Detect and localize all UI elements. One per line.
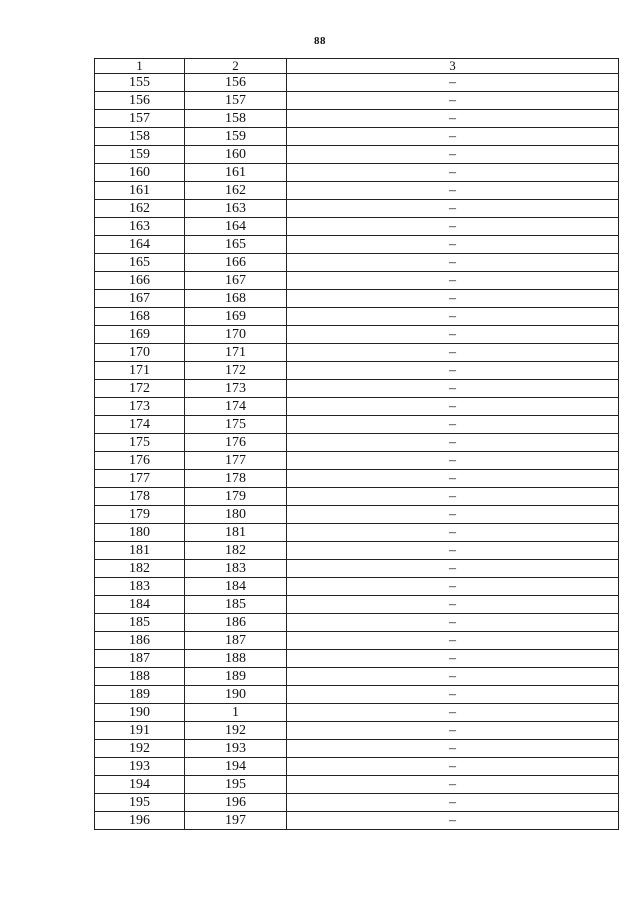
table-cell: – xyxy=(287,758,619,776)
table-row xyxy=(95,74,619,92)
table-cell: – xyxy=(287,92,619,110)
table-cell: – xyxy=(287,794,619,812)
table-cell: – xyxy=(287,110,619,128)
table-cell: 174 xyxy=(95,416,185,434)
table-row xyxy=(95,758,619,776)
table-row xyxy=(95,146,619,164)
table-cell: 188 xyxy=(95,668,185,686)
table-cell: – xyxy=(287,272,619,290)
table-cell: 180 xyxy=(95,524,185,542)
table-cell: 196 xyxy=(185,794,287,812)
table-cell: – xyxy=(287,452,619,470)
table-cell: 177 xyxy=(185,452,287,470)
table-cell: 187 xyxy=(95,650,185,668)
table-row xyxy=(95,272,619,290)
table-row xyxy=(95,110,619,128)
table-cell: 163 xyxy=(95,218,185,236)
table-cell: – xyxy=(287,326,619,344)
table-cell: 172 xyxy=(185,362,287,380)
table-cell: 164 xyxy=(185,218,287,236)
table-cell: – xyxy=(287,722,619,740)
table-cell: 167 xyxy=(95,290,185,308)
table-cell: 174 xyxy=(185,398,287,416)
table-cell: – xyxy=(287,416,619,434)
table-cell: 166 xyxy=(95,272,185,290)
table-cell: 178 xyxy=(95,488,185,506)
table-cell: 183 xyxy=(95,578,185,596)
table-cell: 181 xyxy=(95,542,185,560)
table-row xyxy=(95,506,619,524)
table-row xyxy=(95,200,619,218)
table-cell: – xyxy=(287,470,619,488)
table-cell: – xyxy=(287,488,619,506)
table-cell: – xyxy=(287,632,619,650)
table-cell: – xyxy=(287,128,619,146)
table-row xyxy=(95,812,619,830)
table-row xyxy=(95,704,619,722)
table-row xyxy=(95,416,619,434)
table-cell: – xyxy=(287,506,619,524)
table-cell: 179 xyxy=(185,488,287,506)
table-cell: 183 xyxy=(185,560,287,578)
table-cell: 195 xyxy=(95,794,185,812)
table-row xyxy=(95,560,619,578)
table-row xyxy=(95,182,619,200)
table-cell: – xyxy=(287,308,619,326)
table-cell: 171 xyxy=(185,344,287,362)
table-cell: – xyxy=(287,596,619,614)
table-cell: 194 xyxy=(185,758,287,776)
table-cell: 178 xyxy=(185,470,287,488)
table-cell: 157 xyxy=(95,110,185,128)
table-cell: 186 xyxy=(185,614,287,632)
table-cell: 189 xyxy=(185,668,287,686)
table-cell: – xyxy=(287,776,619,794)
table-cell: 193 xyxy=(185,740,287,758)
table-cell: – xyxy=(287,254,619,272)
table-cell: – xyxy=(287,182,619,200)
table-cell: 168 xyxy=(95,308,185,326)
table-cell: – xyxy=(287,524,619,542)
table-cell: 177 xyxy=(95,470,185,488)
table-cell: – xyxy=(287,74,619,92)
table-cell: 159 xyxy=(95,146,185,164)
table-row xyxy=(95,398,619,416)
table-row xyxy=(95,776,619,794)
table-cell: 176 xyxy=(185,434,287,452)
table-cell: 156 xyxy=(185,74,287,92)
table-cell: – xyxy=(287,344,619,362)
data-table xyxy=(94,58,619,830)
table-cell: 169 xyxy=(185,308,287,326)
table-cell: – xyxy=(287,614,619,632)
table-cell: 160 xyxy=(185,146,287,164)
table-cell: 187 xyxy=(185,632,287,650)
table-cell: 197 xyxy=(185,812,287,830)
table-cell: 184 xyxy=(95,596,185,614)
table-cell: 175 xyxy=(185,416,287,434)
table-cell: 185 xyxy=(185,596,287,614)
table-cell: 168 xyxy=(185,290,287,308)
table-header-row xyxy=(95,59,619,74)
page-number: 88 xyxy=(314,35,326,47)
table-cell: – xyxy=(287,146,619,164)
table-row xyxy=(95,650,619,668)
table-cell: – xyxy=(287,200,619,218)
table-cell: 156 xyxy=(95,92,185,110)
table-row xyxy=(95,344,619,362)
table-cell: 175 xyxy=(95,434,185,452)
table-cell: – xyxy=(287,704,619,722)
table-cell: 1 xyxy=(185,704,287,722)
table-cell: – xyxy=(287,434,619,452)
column-header: 3 xyxy=(287,59,619,74)
table-cell: 162 xyxy=(185,182,287,200)
table-cell: – xyxy=(287,398,619,416)
table-cell: – xyxy=(287,812,619,830)
table-cell: 169 xyxy=(95,326,185,344)
table-cell: 191 xyxy=(95,722,185,740)
table-row xyxy=(95,578,619,596)
table-row xyxy=(95,92,619,110)
table-row xyxy=(95,128,619,146)
table-row xyxy=(95,434,619,452)
table-row xyxy=(95,668,619,686)
table-cell: – xyxy=(287,668,619,686)
table-cell: 182 xyxy=(95,560,185,578)
table-cell: 172 xyxy=(95,380,185,398)
table-row xyxy=(95,380,619,398)
table-cell: 192 xyxy=(95,740,185,758)
table-cell: 182 xyxy=(185,542,287,560)
table-cell: 186 xyxy=(95,632,185,650)
table-cell: 173 xyxy=(185,380,287,398)
table-row xyxy=(95,596,619,614)
table-row xyxy=(95,542,619,560)
table-cell: 165 xyxy=(185,236,287,254)
table-cell: 171 xyxy=(95,362,185,380)
table-cell: 189 xyxy=(95,686,185,704)
table-cell: – xyxy=(287,362,619,380)
table-cell: 188 xyxy=(185,650,287,668)
table-cell: 161 xyxy=(185,164,287,182)
table-row xyxy=(95,236,619,254)
table-row xyxy=(95,452,619,470)
table-cell: – xyxy=(287,290,619,308)
table-row xyxy=(95,470,619,488)
table-cell: 166 xyxy=(185,254,287,272)
table-cell: 161 xyxy=(95,182,185,200)
table-cell: 165 xyxy=(95,254,185,272)
table-body xyxy=(95,59,619,830)
table-row xyxy=(95,740,619,758)
column-header: 2 xyxy=(185,59,287,74)
table-cell: 170 xyxy=(95,344,185,362)
table-cell: 180 xyxy=(185,506,287,524)
table-row xyxy=(95,686,619,704)
table-cell: 185 xyxy=(95,614,185,632)
table-row xyxy=(95,362,619,380)
table-cell: – xyxy=(287,740,619,758)
table-cell: – xyxy=(287,380,619,398)
table-cell: 179 xyxy=(95,506,185,524)
table-cell: 181 xyxy=(185,524,287,542)
column-header: 1 xyxy=(95,59,185,74)
table-cell: – xyxy=(287,578,619,596)
table-cell: 192 xyxy=(185,722,287,740)
table-row xyxy=(95,254,619,272)
table-cell: 196 xyxy=(95,812,185,830)
table-row xyxy=(95,290,619,308)
table-cell: 193 xyxy=(95,758,185,776)
table-cell: – xyxy=(287,542,619,560)
table-cell: 158 xyxy=(95,128,185,146)
table-cell: 173 xyxy=(95,398,185,416)
table-cell: 160 xyxy=(95,164,185,182)
table-cell: 164 xyxy=(95,236,185,254)
table-cell: – xyxy=(287,236,619,254)
table-cell: – xyxy=(287,560,619,578)
table-row xyxy=(95,326,619,344)
table-cell: 158 xyxy=(185,110,287,128)
table-row xyxy=(95,218,619,236)
table-row xyxy=(95,632,619,650)
table-cell: – xyxy=(287,650,619,668)
table-cell: 167 xyxy=(185,272,287,290)
table-cell: 170 xyxy=(185,326,287,344)
table-row xyxy=(95,614,619,632)
table-cell: 190 xyxy=(185,686,287,704)
table-cell: – xyxy=(287,686,619,704)
table-cell: 159 xyxy=(185,128,287,146)
table-row xyxy=(95,524,619,542)
table-row xyxy=(95,794,619,812)
table-cell: 163 xyxy=(185,200,287,218)
table-cell: 157 xyxy=(185,92,287,110)
table-row xyxy=(95,488,619,506)
table-cell: 155 xyxy=(95,74,185,92)
table-row xyxy=(95,164,619,182)
table-cell: 184 xyxy=(185,578,287,596)
table-cell: 195 xyxy=(185,776,287,794)
table-cell: 176 xyxy=(95,452,185,470)
table-cell: 162 xyxy=(95,200,185,218)
table-cell: – xyxy=(287,218,619,236)
table-cell: 194 xyxy=(95,776,185,794)
table-row xyxy=(95,722,619,740)
table-cell: 190 xyxy=(95,704,185,722)
table-row xyxy=(95,308,619,326)
table-cell: – xyxy=(287,164,619,182)
